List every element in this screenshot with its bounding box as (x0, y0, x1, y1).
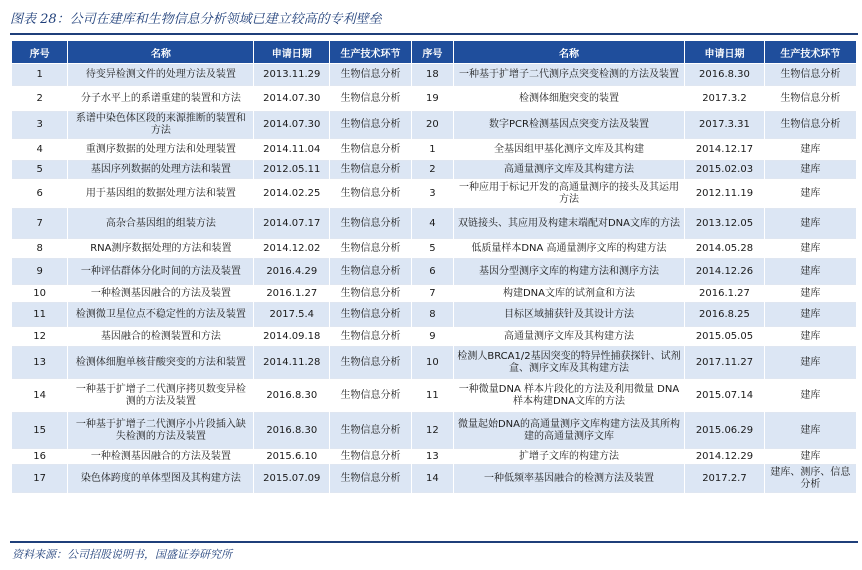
left-name-cell: 检测体细胞单核苷酸突变的方法和装置 (68, 347, 254, 379)
right-date-cell: 2015.05.05 (685, 327, 765, 347)
table-row (12, 259, 857, 285)
left-name-cell: 基因序列数据的处理方法和装置 (68, 161, 254, 179)
right-index-cell: 10 (411, 347, 453, 379)
left-name-cell: 高杂合基因组的组装方法 (68, 209, 254, 239)
table-row (12, 239, 857, 259)
right-stage-cell: 建库 (764, 413, 856, 449)
left-name-cell: 用于基因组的数据处理方法和装置 (68, 179, 254, 209)
right-index-cell: 13 (411, 449, 453, 465)
table-row (12, 449, 857, 465)
left-index-cell: 11 (12, 303, 68, 327)
header-left-name: 名称 (68, 41, 254, 64)
right-index-cell: 4 (411, 209, 453, 239)
source-note: 资料来源：公司招股说明书，国盛证券研究所 (12, 548, 232, 561)
right-date-cell: 2014.12.26 (685, 259, 765, 285)
title-divider (10, 33, 858, 35)
right-stage-cell: 建库 (764, 379, 856, 413)
right-index-cell: 7 (411, 285, 453, 303)
left-name-cell: RNA测序数据处理的方法和装置 (68, 239, 254, 259)
left-name-cell: 检测微卫星位点不稳定性的方法及装置 (68, 303, 254, 327)
right-date-cell: 2015.02.03 (685, 161, 765, 179)
left-date-cell: 2016.8.30 (254, 379, 330, 413)
right-name-cell: 双链接头、其应用及构建末端配对DNA文库的方法 (453, 209, 684, 239)
table-row (12, 139, 857, 161)
left-index-cell: 2 (12, 86, 68, 112)
right-index-cell: 5 (411, 239, 453, 259)
left-stage-cell: 生物信息分析 (330, 112, 412, 139)
left-stage-cell: 生物信息分析 (330, 303, 412, 327)
table-body (12, 64, 857, 493)
left-stage-cell: 生物信息分析 (330, 209, 412, 239)
right-name-cell: 全基因组甲基化测序文库及其构建 (453, 139, 684, 161)
right-stage-cell: 建库 (764, 449, 856, 465)
right-index-cell: 3 (411, 179, 453, 209)
table-row (12, 209, 857, 239)
right-name-cell: 一种微量DNA 样本片段化的方法及利用微量 DNA 样本构建DNA文库的方法 (453, 379, 684, 413)
right-name-cell: 目标区域捕获针及其设计方法 (453, 303, 684, 327)
left-date-cell: 2014.02.25 (254, 179, 330, 209)
table-row (12, 379, 857, 413)
left-stage-cell: 生物信息分析 (330, 347, 412, 379)
left-date-cell: 2016.1.27 (254, 285, 330, 303)
right-name-cell: 微量起始DNA的高通量测序文库构建方法及其所构建的高通量测序文库 (453, 413, 684, 449)
right-stage-cell: 建库 (764, 161, 856, 179)
left-index-cell: 16 (12, 449, 68, 465)
right-date-cell: 2017.3.31 (685, 112, 765, 139)
right-stage-cell: 建库 (764, 285, 856, 303)
table-row (12, 285, 857, 303)
left-date-cell: 2015.07.09 (254, 465, 330, 493)
right-date-cell: 2016.1.27 (685, 285, 765, 303)
left-stage-cell: 生物信息分析 (330, 379, 412, 413)
left-name-cell: 一种评估群体分化时间的方法及装置 (68, 259, 254, 285)
right-stage-cell: 生物信息分析 (764, 86, 856, 112)
left-stage-cell: 生物信息分析 (330, 259, 412, 285)
table-row (12, 413, 857, 449)
right-date-cell: 2017.2.7 (685, 465, 765, 493)
left-stage-cell: 生物信息分析 (330, 64, 412, 86)
left-date-cell: 2015.6.10 (254, 449, 330, 465)
right-date-cell: 2014.12.29 (685, 449, 765, 465)
left-date-cell: 2014.07.30 (254, 86, 330, 112)
header-right-stage: 生产技术环节 (764, 41, 856, 64)
left-stage-cell: 生物信息分析 (330, 449, 412, 465)
left-date-cell: 2017.5.4 (254, 303, 330, 327)
left-index-cell: 9 (12, 259, 68, 285)
right-name-cell: 高通量测序文库及其构建方法 (453, 161, 684, 179)
left-stage-cell: 生物信息分析 (330, 327, 412, 347)
right-stage-cell: 建库 (764, 303, 856, 327)
right-index-cell: 11 (411, 379, 453, 413)
left-index-cell: 8 (12, 239, 68, 259)
figure-title: 图表 28：公司在建库和生物信息分析领域已建立较高的专利壁垒 (10, 12, 382, 27)
left-stage-cell: 生物信息分析 (330, 161, 412, 179)
right-date-cell: 2017.3.2 (685, 86, 765, 112)
left-index-cell: 6 (12, 179, 68, 209)
right-name-cell: 一种基于扩增子二代测序点突变检测的方法及装置 (453, 64, 684, 86)
right-index-cell: 1 (411, 139, 453, 161)
right-date-cell: 2017.11.27 (685, 347, 765, 379)
left-stage-cell: 生物信息分析 (330, 139, 412, 161)
left-date-cell: 2014.12.02 (254, 239, 330, 259)
right-index-cell: 8 (411, 303, 453, 327)
left-name-cell: 一种基于扩增子二代测序拷贝数变异检测的方法及装置 (68, 379, 254, 413)
left-stage-cell: 生物信息分析 (330, 179, 412, 209)
right-index-cell: 6 (411, 259, 453, 285)
header-left-stage: 生产技术环节 (330, 41, 412, 64)
left-name-cell: 一种基于扩增子二代测序小片段插入缺失检测的方法及装置 (68, 413, 254, 449)
left-index-cell: 10 (12, 285, 68, 303)
right-name-cell: 一种应用于标记开发的高通量测序的接头及其运用方法 (453, 179, 684, 209)
left-name-cell: 染色体跨度的单体型图及其构建方法 (68, 465, 254, 493)
right-date-cell: 2014.05.28 (685, 239, 765, 259)
table-row (12, 161, 857, 179)
left-index-cell: 14 (12, 379, 68, 413)
right-name-cell: 低质量样本DNA 高通量测序文库的构建方法 (453, 239, 684, 259)
left-index-cell: 7 (12, 209, 68, 239)
left-stage-cell: 生物信息分析 (330, 413, 412, 449)
right-date-cell: 2015.06.29 (685, 413, 765, 449)
left-date-cell: 2014.07.17 (254, 209, 330, 239)
right-date-cell: 2013.12.05 (685, 209, 765, 239)
right-index-cell: 14 (411, 465, 453, 493)
left-date-cell: 2013.11.29 (254, 64, 330, 86)
right-date-cell: 2015.07.14 (685, 379, 765, 413)
left-index-cell: 12 (12, 327, 68, 347)
right-stage-cell: 建库 (764, 347, 856, 379)
left-date-cell: 2016.4.29 (254, 259, 330, 285)
right-name-cell: 数字PCR检测基因点突变方法及装置 (453, 112, 684, 139)
left-index-cell: 13 (12, 347, 68, 379)
table-row (12, 465, 857, 493)
right-name-cell: 高通量测序文库及其构建方法 (453, 327, 684, 347)
left-index-cell: 1 (12, 64, 68, 86)
right-date-cell: 2016.8.25 (685, 303, 765, 327)
right-index-cell: 19 (411, 86, 453, 112)
left-date-cell: 2014.09.18 (254, 327, 330, 347)
right-stage-cell: 建库、测序、信息分析 (764, 465, 856, 493)
header-left-date: 申请日期 (254, 41, 330, 64)
right-stage-cell: 建库 (764, 327, 856, 347)
left-name-cell: 分子水平上的系谱重建的装置和方法 (68, 86, 254, 112)
right-index-cell: 9 (411, 327, 453, 347)
header-left-index: 序号 (12, 41, 68, 64)
right-index-cell: 2 (411, 161, 453, 179)
left-date-cell: 2014.11.04 (254, 139, 330, 161)
patent-table (11, 40, 857, 493)
left-name-cell: 基因融合的检测装置和方法 (68, 327, 254, 347)
left-name-cell: 待变异检测文件的处理方法及装置 (68, 64, 254, 86)
header-right-index: 序号 (411, 41, 453, 64)
left-stage-cell: 生物信息分析 (330, 86, 412, 112)
right-name-cell: 检测体细胞突变的装置 (453, 86, 684, 112)
header-right-date: 申请日期 (685, 41, 765, 64)
left-date-cell: 2014.07.30 (254, 112, 330, 139)
table-row (12, 64, 857, 86)
source-divider (10, 541, 858, 543)
right-name-cell: 一种低频率基因融合的检测方法及装置 (453, 465, 684, 493)
table-row (12, 112, 857, 139)
left-index-cell: 17 (12, 465, 68, 493)
right-date-cell: 2012.11.19 (685, 179, 765, 209)
right-index-cell: 12 (411, 413, 453, 449)
right-stage-cell: 建库 (764, 209, 856, 239)
right-stage-cell: 建库 (764, 139, 856, 161)
right-date-cell: 2014.12.17 (685, 139, 765, 161)
left-name-cell: 系谱中染色体区段的来源推断的装置和方法 (68, 112, 254, 139)
right-name-cell: 基因分型测序文库的构建方法和测序方法 (453, 259, 684, 285)
right-stage-cell: 生物信息分析 (764, 64, 856, 86)
right-name-cell: 扩增子文库的构建方法 (453, 449, 684, 465)
table-header-row (12, 41, 857, 64)
table-row (12, 179, 857, 209)
right-stage-cell: 建库 (764, 179, 856, 209)
right-name-cell: 检测人BRCA1/2基因突变的特异性捕获探针、试剂盒、测序文库及其构建方法 (453, 347, 684, 379)
left-date-cell: 2016.8.30 (254, 413, 330, 449)
left-index-cell: 5 (12, 161, 68, 179)
table-row (12, 86, 857, 112)
left-date-cell: 2014.11.28 (254, 347, 330, 379)
left-stage-cell: 生物信息分析 (330, 285, 412, 303)
table-row (12, 347, 857, 379)
left-stage-cell: 生物信息分析 (330, 239, 412, 259)
right-stage-cell: 建库 (764, 239, 856, 259)
right-index-cell: 20 (411, 112, 453, 139)
left-name-cell: 重测序数据的处理方法和处理装置 (68, 139, 254, 161)
right-name-cell: 构建DNA文库的试剂盒和方法 (453, 285, 684, 303)
left-index-cell: 4 (12, 139, 68, 161)
right-index-cell: 18 (411, 64, 453, 86)
left-name-cell: 一种检测基因融合的方法及装置 (68, 449, 254, 465)
header-right-name: 名称 (453, 41, 684, 64)
right-date-cell: 2016.8.30 (685, 64, 765, 86)
table-row (12, 303, 857, 327)
left-name-cell: 一种检测基因融合的方法及装置 (68, 285, 254, 303)
right-stage-cell: 生物信息分析 (764, 112, 856, 139)
table-row (12, 327, 857, 347)
left-index-cell: 15 (12, 413, 68, 449)
left-stage-cell: 生物信息分析 (330, 465, 412, 493)
left-index-cell: 3 (12, 112, 68, 139)
right-stage-cell: 建库 (764, 259, 856, 285)
left-date-cell: 2012.05.11 (254, 161, 330, 179)
